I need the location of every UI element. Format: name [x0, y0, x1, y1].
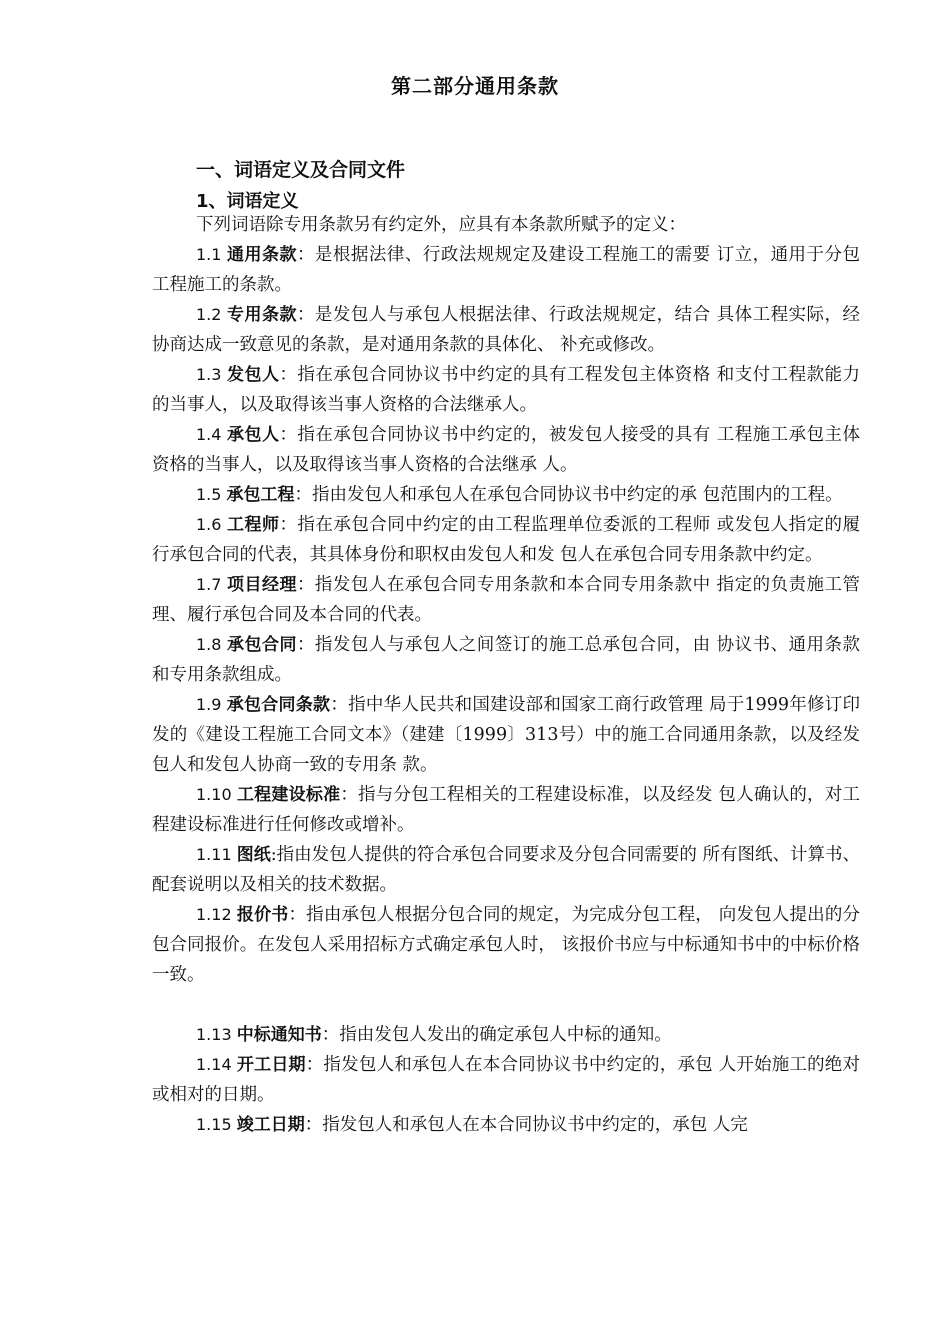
- clause-1-9: [152, 690, 860, 780]
- clause-text: ：指发包人和承包人在本合同协议书中约定的，承包 人完: [304, 1115, 748, 1135]
- subsection-heading: 1、词语定义: [196, 191, 299, 212]
- clause-number: 1.6: [196, 515, 228, 534]
- clause-list: [152, 240, 860, 1140]
- section-heading: 一、词语定义及合同文件: [196, 159, 406, 181]
- clause-number: 1.1: [196, 245, 228, 264]
- clause-1-11: [152, 840, 860, 900]
- clause-term: 竣工日期: [236, 1115, 305, 1135]
- clause-number: 1.4: [196, 425, 228, 444]
- clause-1-3: [152, 360, 860, 420]
- clause-term: 开工日期: [236, 1055, 306, 1075]
- clause-number: 1.11: [196, 845, 237, 864]
- clause-text: ：是根据法律、行政法规规定及建设工程施工的需要 订立，通用于分包工程施工的条款。: [152, 245, 861, 295]
- clause-term: 报价书: [236, 905, 289, 925]
- clause-number: 1.7: [196, 575, 228, 594]
- clause-text: ：指由发包人和承包人在承包合同协议书中约定的承 包范围内的工程。: [294, 485, 843, 505]
- clause-number: 1.2: [196, 305, 228, 324]
- clause-1-4: [152, 420, 860, 480]
- clause-term: 项目经理: [227, 575, 297, 595]
- clause-term: 工程建设标准: [236, 785, 341, 805]
- clause-text: ：指在承包合同协议书中约定的，被发包人接受的具有 工程施工承包主体资格的当事人，以及取得该当事人资格的合法继承 人。: [152, 425, 861, 475]
- clause-text: ：指中华人民共和国建设部和国家工商行政管理 局于1999年修订印发的《建设工程施工合同文本》（建建〔1999〕313号）中的施工合同通用条款，以及经发包人和发包人协商一致的专用条 款。: [152, 695, 861, 775]
- clause-1-14: [152, 1050, 860, 1110]
- clause-1-2: [152, 300, 860, 360]
- clause-term: 承包合同条款: [226, 695, 331, 715]
- clause-term: 图纸: [236, 845, 271, 865]
- clause-text: ：指由发包人发出的确定承包人中标的通知。: [321, 1025, 672, 1045]
- clause-number: 1.9: [196, 695, 227, 714]
- intro-paragraph: 下列词语除专用条款另有约定外，应具有本条款所赋予的定义：: [196, 215, 686, 235]
- clause-1-6: [152, 510, 860, 570]
- clause-text: ：指由承包人根据分包合同的规定，为完成分包工程， 向发包人提出的分包合同报价。在发包人采用招标方式确定承包人时， 该报价书应与中标通知书中的中标价格一致。: [152, 905, 861, 985]
- clause-term: 中标通知书: [236, 1025, 322, 1045]
- clause-term: 承包人: [227, 425, 280, 445]
- clause-1-5: [152, 480, 860, 510]
- clause-1-12: [152, 900, 860, 990]
- clause-term: 工程师: [227, 515, 280, 535]
- clause-number: 1.10: [196, 785, 237, 804]
- clause-1-10: [152, 780, 860, 840]
- clause-1-8: [152, 630, 860, 690]
- clause-text: ：是发包人与承包人根据法律、行政法规规定，结合 具体工程实际，经协商达成一致意见的条款，是对通用条款的具体化、 补充或修改。: [152, 305, 861, 355]
- clause-number: 1.13: [196, 1025, 237, 1044]
- clause-term: 承包合同: [227, 635, 297, 655]
- clause-term: 专用条款: [227, 305, 297, 325]
- clause-text: ：指发包人在承包合同专用条款和本合同专用条款中 指定的负责施工管理、履行承包合同及本合同的代表。: [152, 575, 861, 625]
- clause-1-13: [152, 1020, 860, 1050]
- clause-text: ：指在承包合同中约定的由工程监理单位委派的工程师 或发包人指定的履行承包合同的代表，其具体身份和职权由发包人和发 包人在承包合同专用条款中约定。: [152, 515, 861, 565]
- clause-text: ：指与分包工程相关的工程建设标准，以及经发 包人确认的，对工程建设标准进行任何修改或增补。: [152, 785, 861, 835]
- clause-term: 承包工程: [226, 485, 295, 505]
- clause-number: 1.3: [196, 365, 228, 384]
- clause-text: ：指发包人与承包人之间签订的施工总承包合同，由 协议书、通用条款和专用条款组成。: [152, 635, 861, 685]
- clause-number: 1.15: [196, 1115, 237, 1134]
- clause-number: 1.8: [196, 635, 228, 654]
- clause-1-1: [152, 240, 860, 300]
- clause-number: 1.14: [196, 1055, 237, 1074]
- clause-text: :指由发包人提供的符合承包合同要求及分包合同需要的 所有图纸、计算书、配套说明以及相关的技术数据。: [152, 845, 861, 895]
- clause-text: ：指在承包合同协议书中约定的具有工程发包主体资格 和支付工程款能力的当事人，以及取得该当事人资格的合法继承人。: [152, 365, 861, 415]
- clause-term: 发包人: [227, 365, 280, 385]
- clause-1-15: [152, 1110, 860, 1140]
- clause-number: 1.12: [196, 905, 237, 924]
- clause-number: 1.5: [196, 485, 227, 504]
- clause-text: ：指发包人和承包人在本合同协议书中约定的，承包 人开始施工的绝对或相对的日期。: [152, 1055, 861, 1105]
- clause-1-7: [152, 570, 860, 630]
- page-title: 第二部分通用条款: [391, 74, 559, 98]
- clause-term: 通用条款: [227, 245, 297, 265]
